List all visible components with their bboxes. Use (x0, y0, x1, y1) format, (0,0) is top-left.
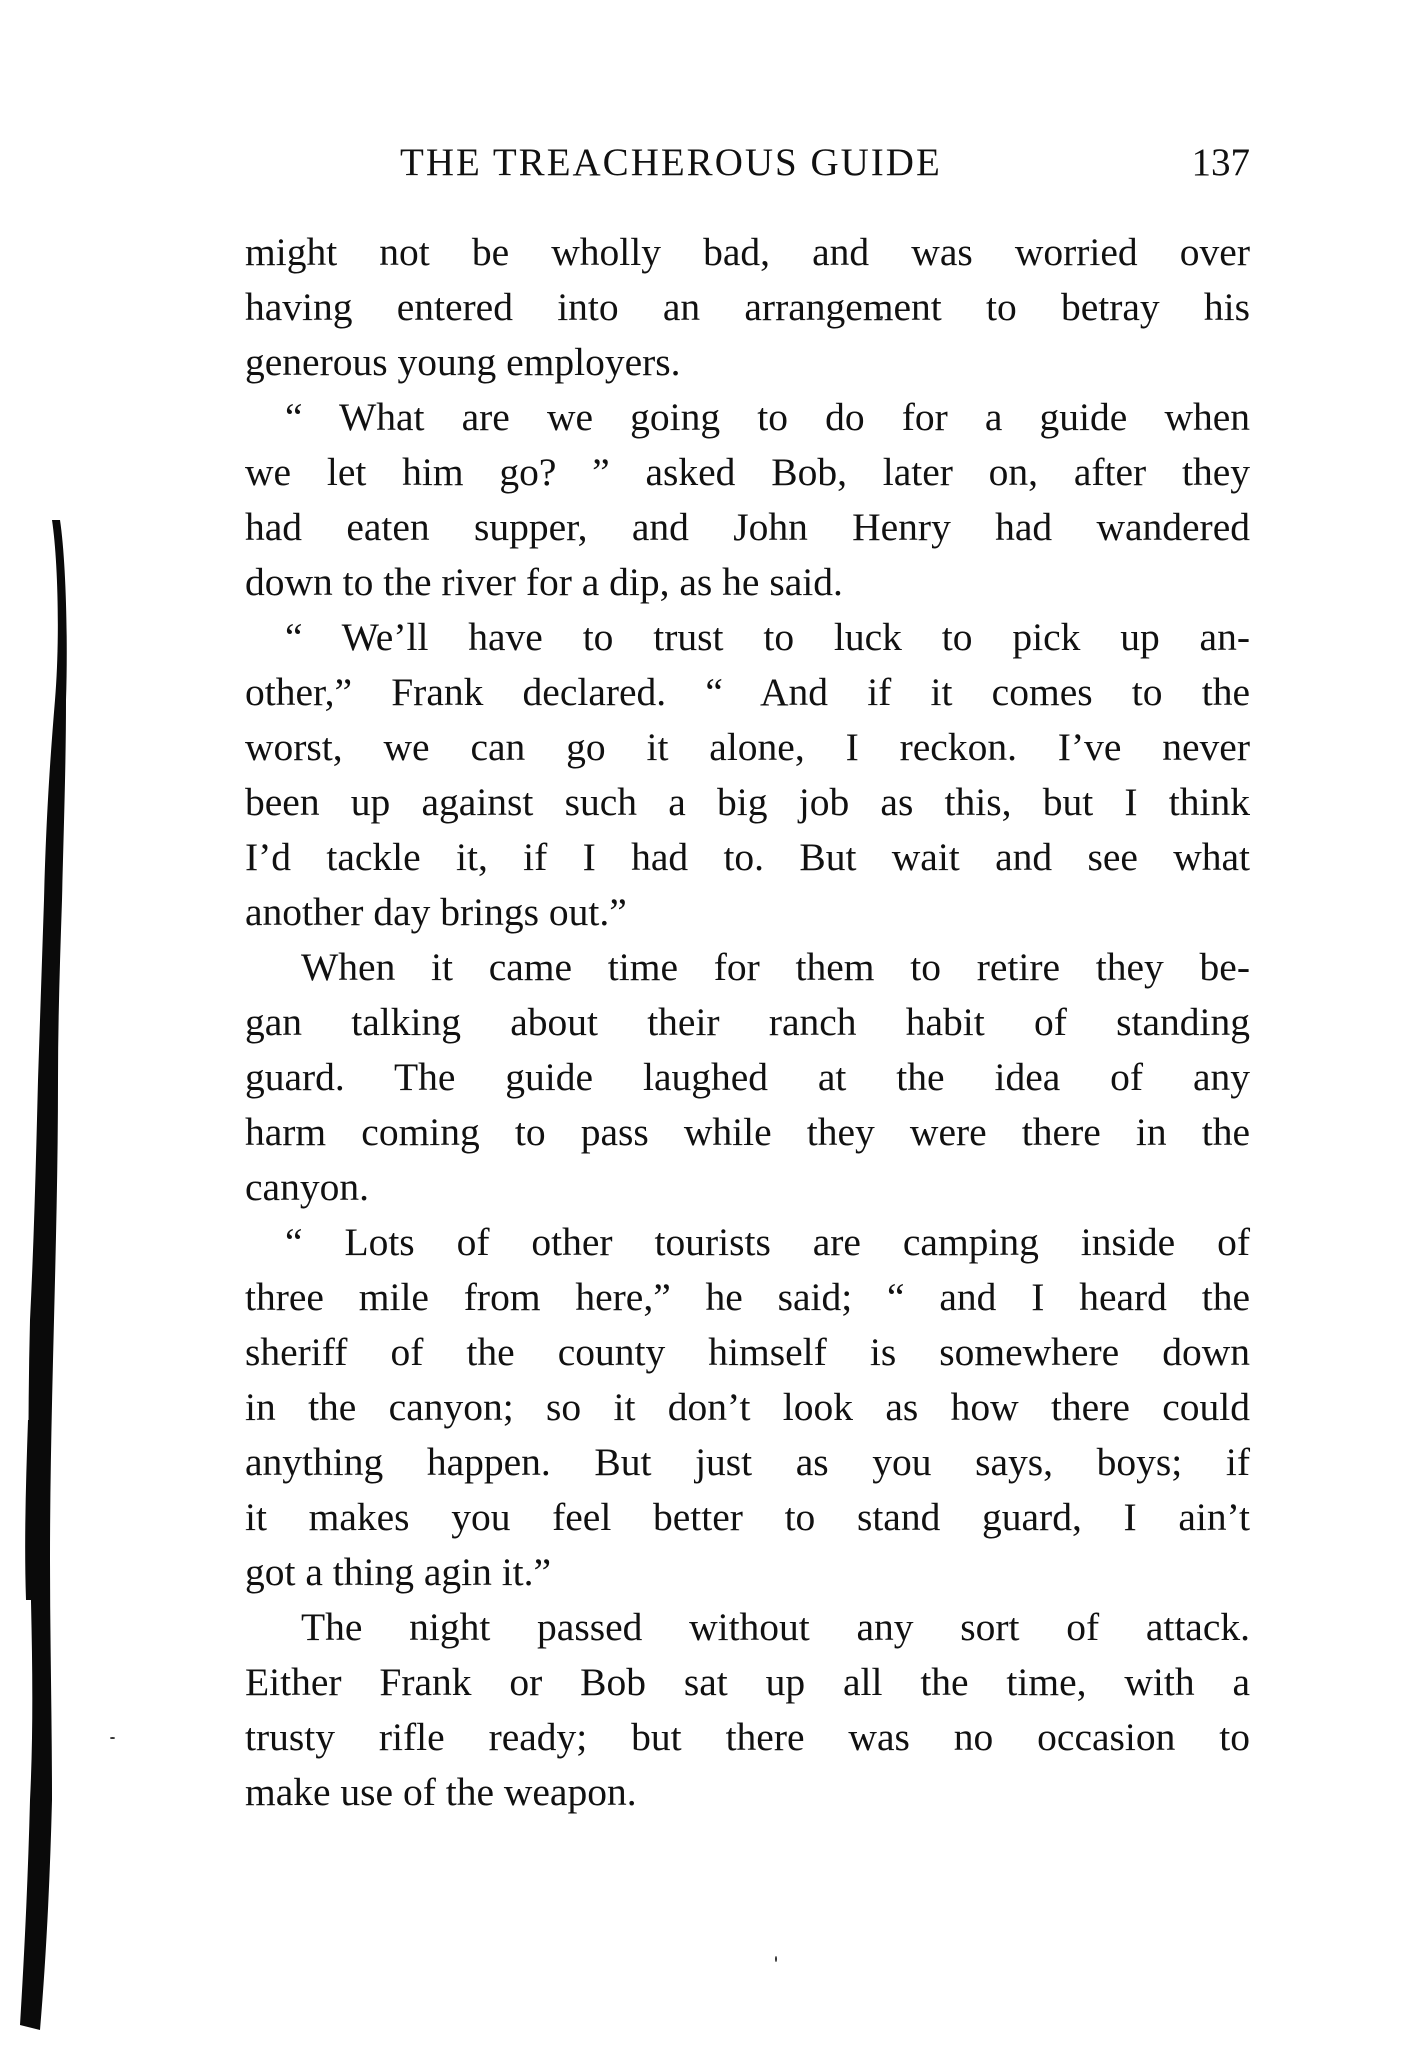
text-line: been up against such a big job as this, but I think (245, 780, 1250, 824)
running-header (400, 140, 1250, 200)
text-line: might not be wholly bad, and was worried over (245, 230, 1250, 274)
text-line: generous young employers. (245, 340, 681, 384)
binding-shadow (0, 0, 90, 2055)
text-line: down to the river for a dip, as he said. (245, 560, 843, 604)
running-title: THE TREACHEROUS GUIDE (400, 141, 942, 184)
text-line: anything happen. But just as you says, boys; if (245, 1440, 1250, 1484)
body-text (245, 225, 1250, 1820)
text-line: sheriff of the county himself is somewhere down (245, 1330, 1250, 1374)
text-line: worst, we can go it alone, I reckon. I’ve never (245, 725, 1250, 769)
text-line: When it came time for them to retire they be- (301, 945, 1250, 989)
binding-edge-mark (20, 520, 67, 2030)
text-line: harm coming to pass while they were there in the (245, 1110, 1250, 1154)
text-line: canyon. (245, 1165, 369, 1209)
text-line: make use of the weapon. (245, 1770, 637, 1814)
text-line: having entered into an arrangement to betray his (245, 285, 1250, 329)
text-line: got a thing agin it.” (245, 1550, 552, 1594)
text-line: other,” Frank declared. “ And if it comes to the (245, 670, 1250, 714)
ink-speck (775, 1956, 777, 1962)
text-line: it makes you feel better to stand guard, I ain’t (245, 1495, 1250, 1539)
text-line: we let him go? ” asked Bob, later on, after they (245, 450, 1250, 494)
page-number: 137 (1191, 141, 1250, 184)
text-line: “ What are we going to do for a guide when (285, 395, 1250, 439)
text-line: “ Lots of other tourists are camping inside of (285, 1220, 1250, 1264)
text-line: trusty rifle ready; but there was no occasion to (245, 1715, 1250, 1759)
text-line: guard. The guide laughed at the idea of any (245, 1055, 1250, 1099)
text-line: Either Frank or Bob sat up all the time, with a (245, 1660, 1250, 1704)
text-line: in the canyon; so it don’t look as how there could (245, 1385, 1250, 1429)
text-line: “ We’ll have to trust to luck to pick up an- (285, 615, 1250, 659)
ink-speck (110, 1737, 115, 1739)
text-line: I’d tackle it, if I had to. But wait and see what (245, 835, 1250, 879)
text-line: had eaten supper, and John Henry had wandered (245, 505, 1250, 549)
text-line: another day brings out.” (245, 890, 627, 934)
text-line: three mile from here,” he said; “ and I heard the (245, 1275, 1250, 1319)
text-line: gan talking about their ranch habit of standing (245, 1000, 1250, 1044)
text-line: The night passed without any sort of attack. (301, 1605, 1250, 1649)
